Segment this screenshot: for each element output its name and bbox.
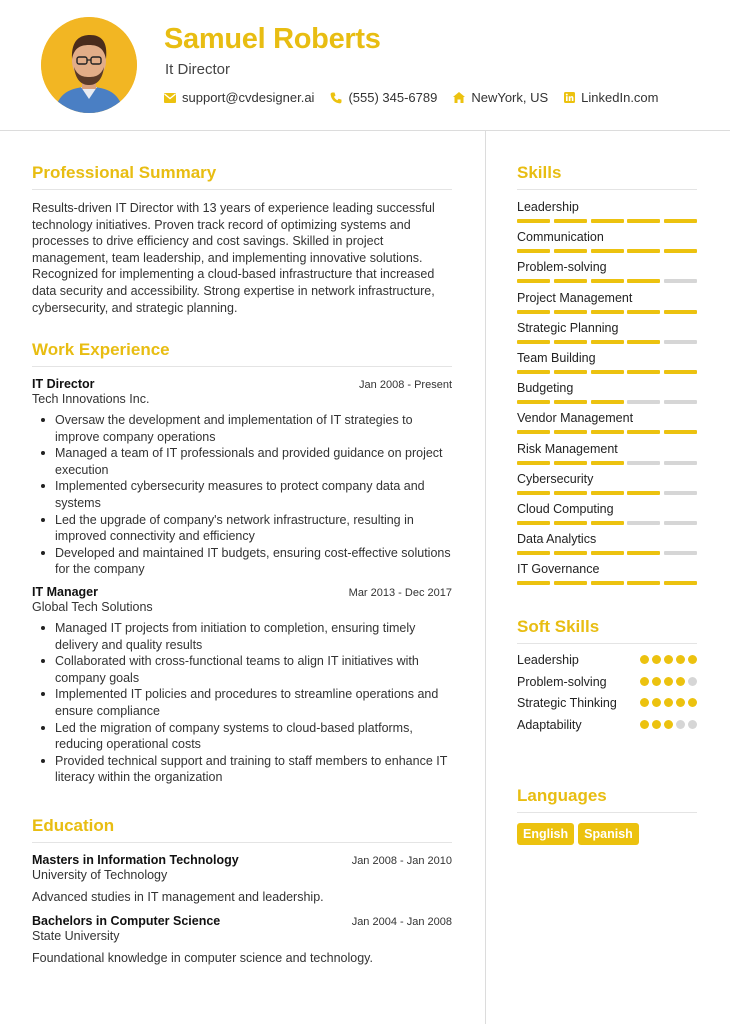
contact-location-text: NewYork, US [471, 90, 549, 105]
skill-level-segment [517, 430, 550, 434]
skill-item [517, 286, 697, 316]
skill-level-bar [517, 400, 697, 404]
skill-level-segment [627, 219, 660, 223]
rating-dot [688, 677, 697, 686]
list-item: Provided technical support and training to staff members to enhance IT literacy within the organization [32, 753, 452, 786]
skill-level-segment [517, 219, 550, 223]
skill-level-bar [517, 370, 697, 374]
soft-skills-list [517, 652, 697, 733]
person-photo-icon [41, 17, 137, 113]
skill-name: Vendor Management [517, 411, 634, 426]
skill-level-segment [554, 340, 587, 344]
skill-name: Problem-solving [517, 260, 607, 275]
skill-level-segment [627, 279, 660, 283]
skill-level-segment [664, 400, 697, 404]
phone-icon [330, 92, 342, 104]
skill-level-segment [627, 370, 660, 374]
list-item: Developed and maintained IT budgets, ensuring cost-effective solutions for the company [32, 545, 452, 578]
candidate-name: Samuel Roberts [164, 23, 381, 55]
skill-item [517, 195, 697, 225]
skill-level-segment [554, 461, 587, 465]
job-title: IT Director [32, 377, 95, 391]
skill-level-segment [664, 310, 697, 314]
education-entry [32, 914, 452, 965]
skill-level-bar [517, 340, 697, 344]
skill-level-segment [591, 551, 624, 555]
skill-level-segment [664, 340, 697, 344]
rating-dot [664, 677, 673, 686]
soft-skills-section [517, 617, 697, 738]
skill-level-segment [627, 310, 660, 314]
skill-level-segment [627, 340, 660, 344]
skill-level-segment [664, 491, 697, 495]
skill-level-segment [591, 370, 624, 374]
skill-level-segment [664, 219, 697, 223]
skill-level-segment [554, 370, 587, 374]
skill-level-bar [517, 461, 697, 465]
soft-skill-item [517, 652, 697, 669]
rating-dot [640, 655, 649, 664]
rating-dot [652, 698, 661, 707]
school-name: State University [32, 929, 120, 943]
skill-name: IT Governance [517, 562, 600, 577]
skill-level-segment [591, 430, 624, 434]
skill-level-segment [627, 461, 660, 465]
language-tag: Spanish [578, 823, 639, 845]
rating-dot [676, 720, 685, 729]
contact-phone-text: (555) 345-6789 [348, 90, 438, 105]
skill-level-segment [627, 551, 660, 555]
skill-name: Team Building [517, 350, 596, 365]
skill-name: Data Analytics [517, 532, 597, 547]
skill-item [517, 346, 697, 376]
job-entry [32, 377, 452, 578]
skill-level-segment [517, 400, 550, 404]
skill-level-bar [517, 310, 697, 314]
skill-level-segment [627, 249, 660, 253]
skill-name: Cybersecurity [517, 471, 594, 486]
skill-level-segment [554, 249, 587, 253]
summary-text: Results-driven IT Director with 13 years of experience leading successful technology initiatives. Proven track record of optimizing systems and processes to drive efficiency and cost savings. Skilled in project management, team leadership, and implementing innovative solutions. Recognized for implementing a cloud-based infrastructure that increased data security and accessibility. Strong expertise in network infrastructure, cybersecurity, and strategic planning. [32, 201, 435, 315]
job-bullets [32, 620, 452, 786]
languages-section [517, 786, 697, 845]
skill-item [517, 527, 697, 557]
rating-dot [652, 720, 661, 729]
skill-level-segment [517, 249, 550, 253]
rating-dot [664, 698, 673, 707]
skill-level-segment [664, 581, 697, 585]
experience-heading: Work Experience [32, 340, 452, 367]
rating-dot [640, 677, 649, 686]
rating-dot [688, 655, 697, 664]
skill-level-bar [517, 581, 697, 585]
skill-level-bar [517, 521, 697, 525]
skill-name: Budgeting [517, 381, 574, 396]
contact-linkedin[interactable] [564, 90, 658, 105]
rating-dot [688, 720, 697, 729]
rating-dot [640, 720, 649, 729]
skill-level-segment [664, 551, 697, 555]
soft-skills-heading: Soft Skills [517, 617, 697, 644]
education-entry [32, 853, 452, 904]
list-item: Collaborated with cross-functional teams to align IT initiatives with company goals [32, 653, 452, 686]
skill-level-segment [591, 310, 624, 314]
skill-level-segment [627, 521, 660, 525]
skill-level-segment [591, 279, 624, 283]
skill-item [517, 467, 697, 497]
school-name: University of Technology [32, 868, 168, 882]
skill-item [517, 497, 697, 527]
rating-dot [676, 698, 685, 707]
skill-level-segment [517, 521, 550, 525]
skill-level-segment [627, 581, 660, 585]
skill-level-segment [517, 551, 550, 555]
skill-level-segment [517, 461, 550, 465]
summary-section [32, 163, 452, 316]
skills-list [517, 195, 697, 587]
skill-level-segment [664, 461, 697, 465]
skill-level-segment [627, 400, 660, 404]
degree-title: Masters in Information Technology [32, 853, 239, 867]
skill-level-segment [554, 491, 587, 495]
skill-name: Strategic Planning [517, 320, 619, 335]
skill-level-segment [591, 461, 624, 465]
skill-level-segment [591, 340, 624, 344]
soft-skill-rating [637, 720, 697, 729]
soft-skill-rating [637, 677, 697, 686]
skill-level-segment [554, 310, 587, 314]
degree-date: Jan 2004 - Jan 2008 [351, 916, 452, 928]
skill-level-segment [627, 430, 660, 434]
job-bullets [32, 412, 452, 578]
skill-level-segment [554, 551, 587, 555]
skill-item [517, 376, 697, 406]
candidate-role: It Director [165, 61, 231, 78]
skill-level-bar [517, 491, 697, 495]
skill-level-segment [517, 310, 550, 314]
contact-linkedin-text: LinkedIn.com [581, 90, 659, 105]
avatar [41, 17, 137, 113]
rating-dot [688, 698, 697, 707]
skill-name: Communication [517, 230, 604, 245]
skill-name: Leadership [517, 200, 579, 214]
skill-name: Risk Management [517, 441, 618, 456]
skill-level-segment [664, 430, 697, 434]
mail-icon [164, 93, 176, 103]
linkedin-icon [564, 92, 575, 103]
rating-dot [676, 677, 685, 686]
skill-level-bar [517, 551, 697, 555]
skill-level-segment [591, 400, 624, 404]
skill-level-bar [517, 279, 697, 283]
education-heading: Education [32, 816, 452, 843]
contact-location [453, 90, 548, 105]
skill-level-segment [517, 491, 550, 495]
soft-skill-rating [637, 698, 697, 707]
soft-skill-name: Adaptability [517, 717, 582, 732]
list-item: Led the migration of company systems to cloud-based platforms, reducing operational costs [32, 720, 452, 753]
skills-section [517, 163, 697, 587]
skill-level-segment [627, 491, 660, 495]
skill-level-segment [591, 581, 624, 585]
summary-heading: Professional Summary [32, 163, 452, 190]
resume-header [0, 0, 730, 131]
contact-email-text: support@cvdesigner.ai [182, 90, 315, 105]
degree-description: Foundational knowledge in computer science and technology. [32, 951, 373, 965]
rating-dot [640, 698, 649, 707]
contact-list [164, 90, 675, 105]
skill-level-segment [591, 491, 624, 495]
skill-level-segment [591, 219, 624, 223]
home-icon [453, 92, 465, 103]
rating-dot [676, 655, 685, 664]
soft-skill-name: Leadership [517, 653, 579, 667]
contact-phone[interactable] [330, 90, 437, 105]
skill-level-segment [664, 370, 697, 374]
job-date: Mar 2013 - Dec 2017 [348, 586, 452, 599]
skill-item [517, 225, 697, 255]
skill-level-bar [517, 430, 697, 434]
soft-skill-name: Strategic Thinking [517, 696, 617, 711]
skill-level-segment [517, 279, 550, 283]
job-entry [32, 585, 452, 786]
degree-date: Jan 2008 - Jan 2010 [351, 855, 452, 867]
skill-level-bar [517, 249, 697, 253]
list-item: Implemented cybersecurity measures to protect company data and systems [32, 478, 452, 511]
rating-dot [664, 720, 673, 729]
skill-item [517, 255, 697, 285]
skill-level-segment [664, 279, 697, 283]
rating-dot [652, 677, 661, 686]
soft-skill-rating [637, 655, 697, 664]
experience-section [32, 340, 452, 786]
skill-item [517, 437, 697, 467]
contact-email[interactable] [164, 90, 314, 105]
skill-level-segment [664, 249, 697, 253]
skills-heading: Skills [517, 163, 697, 190]
skill-item [517, 316, 697, 346]
languages-list [517, 823, 697, 845]
skill-item [517, 557, 697, 587]
list-item: Managed a team of IT professionals and provided guidance on project execution [32, 445, 452, 478]
job-date: Jan 2008 - Present [359, 379, 452, 391]
languages-heading: Languages [517, 786, 697, 813]
job-company: Tech Innovations Inc. [32, 392, 150, 406]
skill-level-segment [554, 400, 587, 404]
language-tag: English [517, 823, 574, 845]
skill-level-segment [591, 521, 624, 525]
list-item: Led the upgrade of company's network infrastructure, resulting in improved connectivity and efficiency [32, 512, 452, 545]
skill-level-segment [554, 430, 587, 434]
list-item: Implemented IT policies and procedures to streamline operations and ensure compliance [32, 686, 452, 719]
skill-level-segment [517, 340, 550, 344]
skill-level-segment [517, 370, 550, 374]
skill-level-segment [517, 581, 550, 585]
rating-dot [652, 655, 661, 664]
list-item: Managed IT projects from initiation to completion, ensuring timely delivery and quality results [32, 620, 452, 653]
skill-level-segment [554, 581, 587, 585]
skill-level-segment [554, 521, 587, 525]
degree-description: Advanced studies in IT management and leadership. [32, 890, 324, 904]
job-title: IT Manager [32, 584, 98, 599]
job-company: Global Tech Solutions [32, 599, 153, 614]
skill-level-segment [554, 279, 587, 283]
skill-level-bar [517, 219, 697, 223]
skill-item [517, 406, 697, 436]
column-divider [485, 131, 486, 1024]
skill-level-segment [591, 249, 624, 253]
soft-skill-item [517, 717, 697, 734]
skill-name: Cloud Computing [517, 501, 614, 516]
rating-dot [664, 655, 673, 664]
education-section [32, 816, 452, 965]
skill-level-segment [554, 219, 587, 223]
soft-skill-name: Problem-solving [517, 674, 607, 689]
skill-level-segment [664, 521, 697, 525]
degree-title: Bachelors in Computer Science [32, 914, 221, 928]
list-item: Oversaw the development and implementation of IT strategies to improve company operations [32, 412, 452, 445]
soft-skill-item [517, 674, 697, 691]
soft-skill-item [517, 695, 697, 712]
skill-name: Project Management [517, 290, 633, 305]
